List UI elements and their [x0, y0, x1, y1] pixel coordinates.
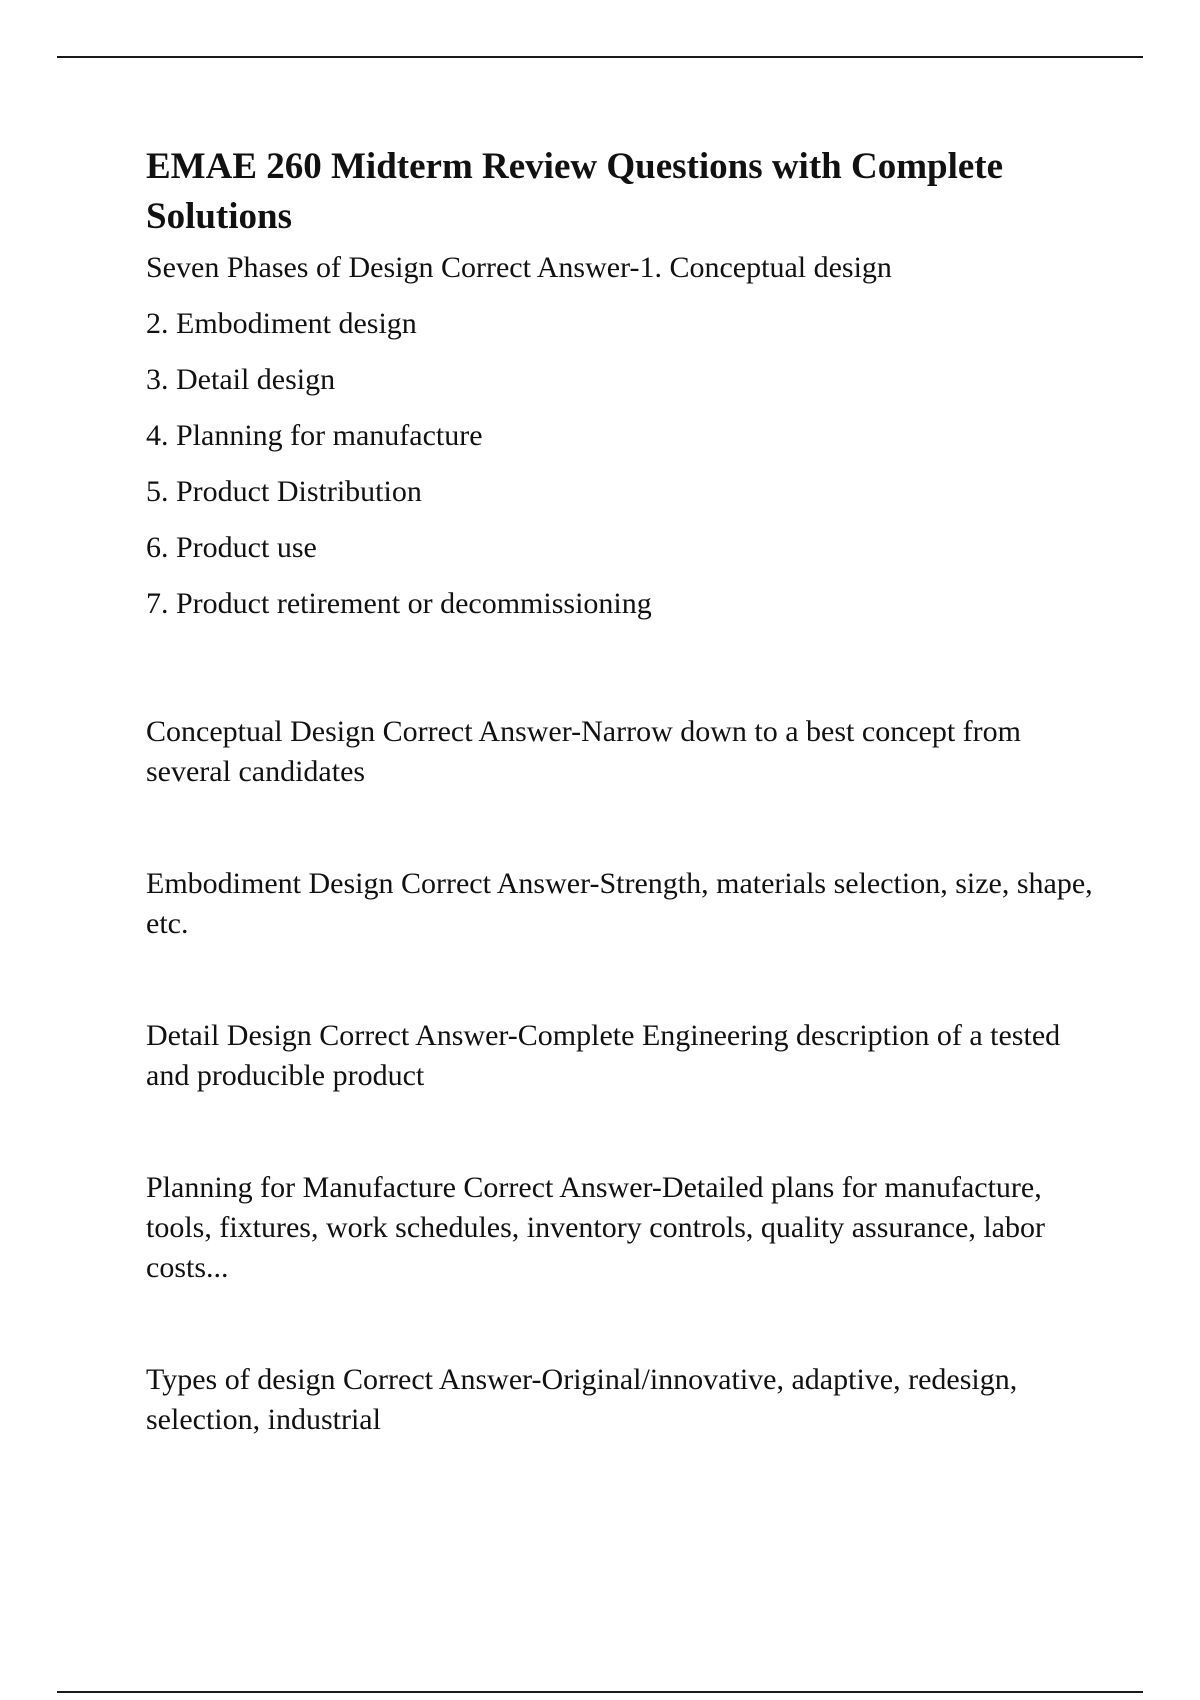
phase-list: [146, 306, 1106, 622]
document-title: EMAE 260 Midterm Review Questions with Complete Solutions: [146, 146, 1004, 237]
question-types-of-design: Types of design Correct Answer-Original/innovative, adaptive, redesign, selection, industrial: [146, 1363, 1018, 1436]
list-item: 2. Embodiment design: [146, 307, 417, 340]
list-item: 6. Product use: [146, 531, 317, 564]
list-item: 5. Product Distribution: [146, 475, 422, 508]
top-divider: [57, 56, 1143, 58]
bottom-divider: [57, 1691, 1143, 1693]
question-seven-phases: Seven Phases of Design Correct Answer-1. Conceptual design: [146, 251, 892, 284]
question-conceptual-design: Conceptual Design Correct Answer-Narrow down to a best concept from several candidates: [146, 715, 1021, 788]
list-item: 4. Planning for manufacture: [146, 419, 483, 452]
list-item: 7. Product retirement or decommissioning: [146, 587, 652, 620]
list-item: 3. Detail design: [146, 363, 336, 396]
question-detail-design: Detail Design Correct Answer-Complete Engineering description of a tested and producible product: [146, 1019, 1061, 1092]
question-embodiment-design: Embodiment Design Correct Answer-Strength, materials selection, size, shape, etc.: [146, 867, 1093, 940]
question-planning-for-manufacture: Planning for Manufacture Correct Answer-Detailed plans for manufacture, tools, fixtures, work schedules, inventory controls, quality assurance, labor costs...: [146, 1171, 1045, 1284]
document-body: [146, 142, 1106, 1440]
